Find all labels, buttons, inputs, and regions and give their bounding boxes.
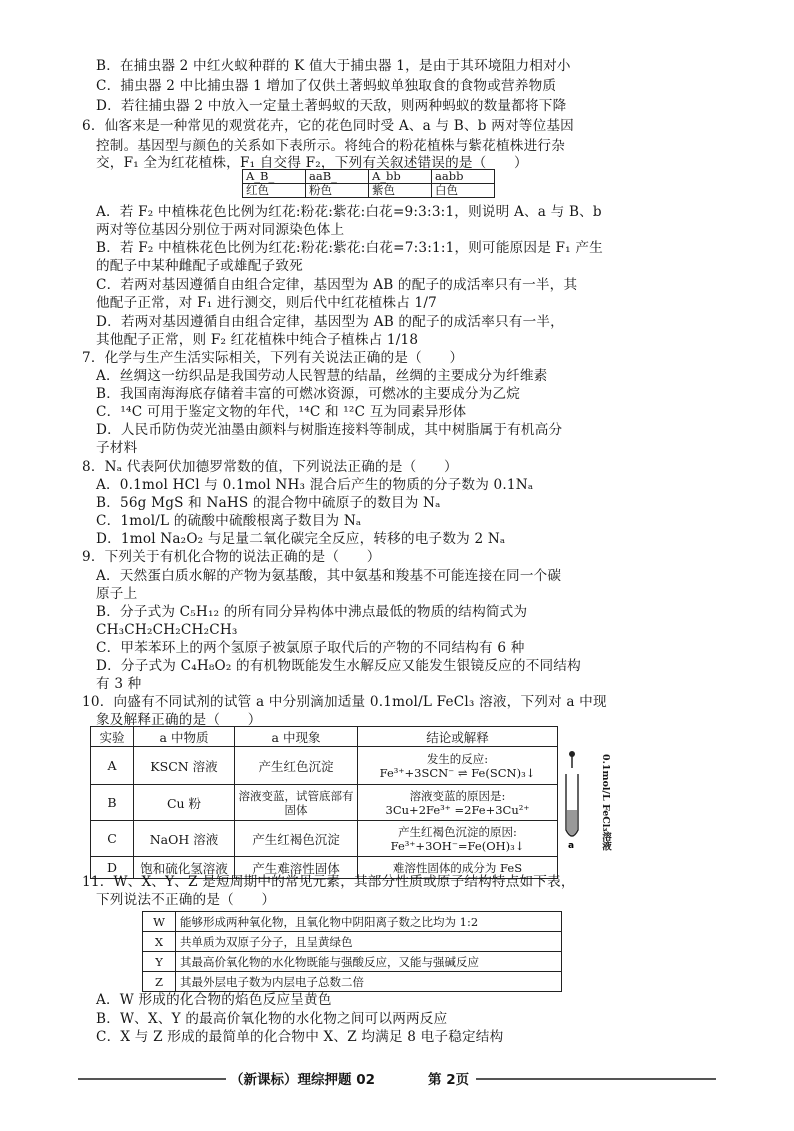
- footer-title: （新课标）理综押题 02: [230, 1072, 375, 1088]
- q6-option-c: C．若两对基因遵循自由组合定律，基因型为 AB 的配子的成活率只有一半，其: [96, 277, 578, 293]
- genotype-cell: aabb: [432, 170, 495, 184]
- row-id: A: [91, 747, 134, 785]
- row-substance: Cu 粉: [134, 785, 235, 821]
- q7-option-d: D．人民币防伪荧光油墨由颜料与树脂连接料等制成，其中树脂属于有机高分: [96, 422, 563, 438]
- row-phenomenon: 产生难溶性固体: [235, 857, 358, 879]
- row-phenomenon: 产生红色沉淀: [235, 747, 358, 785]
- row-explanation: [358, 747, 558, 785]
- q6-option-b-cont: 的配子中某种雌配子或雄配子致死: [96, 258, 303, 274]
- q9-option-a-cont: 原子上: [96, 586, 138, 602]
- row-explanation: [358, 821, 558, 857]
- header-cell: a 中物质: [134, 727, 235, 747]
- q8-option-b: B．56g MgS 和 NaHS 的混合物中硫原子的数目为 Nₐ: [96, 495, 441, 511]
- element-desc: 共单质为双原子分子，且呈黄绿色: [176, 932, 562, 952]
- explain-line: 溶液变蓝的原因是:: [409, 788, 506, 803]
- row-phenomenon: 产生红褐色沉淀: [235, 821, 358, 857]
- q6-option-c-cont: 他配子正常，对 F₁ 进行测交，则后代中红花植株占 1/7: [96, 295, 437, 311]
- row-explanation: 难溶性固体的成分为 FeS: [358, 857, 558, 879]
- q9-option-d-cont: 有 3 种: [96, 676, 142, 692]
- q6-option-a-cont: 两对等位基因分别位于两对同源染色体上: [96, 222, 345, 238]
- row-id: D: [91, 857, 134, 879]
- element-key: Y: [143, 952, 176, 972]
- q6-stem-line2: 控制。基因型与颜色的关系如下表所示。将纯合的粉花植株与紫花植株进行杂: [96, 138, 565, 154]
- q9-stem: 9．下列关于有机化合物的说法正确的是（ ）: [82, 549, 381, 565]
- q9-option-c: C．甲苯苯环上的两个氢原子被氯原子取代后的产物的不同结构有 6 种: [96, 640, 525, 656]
- element-desc: 能够形成两种氧化物，且氧化物中阴阳离子数之比均为 1:2: [176, 912, 562, 932]
- header-cell: 实验: [91, 727, 134, 747]
- q9-option-b-cont: CH₃CH₂CH₂CH₂CH₃: [96, 622, 238, 638]
- q8-stem: 8．Nₐ 代表阿伏加德罗常数的值，下列说法正确的是（ ）: [82, 459, 458, 475]
- footer-rule-right: [476, 1078, 716, 1080]
- row-substance: KSCN 溶液: [134, 747, 235, 785]
- explain-equation: Fe³⁺+3OH⁻=Fe(OH)₃↓: [390, 838, 525, 853]
- q8-option-d: D．1mol Na₂O₂ 与足量二氧化碳完全反应，转移的电子数为 2 Nₐ: [96, 531, 506, 547]
- header-cell: 结论或解释: [358, 727, 558, 747]
- row-explanation: [358, 785, 558, 821]
- q11-stem-line1: 11．W、X、Y、Z 是短周期中的常见元素，其部分性质或原子结构特点如下表，: [82, 874, 575, 890]
- row-phenomenon: 溶液变蓝，试管底部有固体: [235, 785, 358, 821]
- element-key: X: [143, 932, 176, 952]
- element-key: Z: [143, 972, 176, 992]
- q8-option-a: A．0.1mol HCl 与 0.1mol NH₃ 混合后产生的物质的分子数为 0.1Nₐ: [96, 477, 534, 493]
- footer-rule-left: [78, 1078, 226, 1080]
- q9-option-a: A．天然蛋白质水解的产物为氨基酸，其中氨基和羧基不可能连接在同一个碳: [96, 568, 562, 584]
- explain-equation: Fe³⁺+3SCN⁻ ⇌ Fe(SCN)₃↓: [379, 765, 536, 780]
- genotype-cell: aaB_: [306, 170, 369, 184]
- genotype-cell: A_bb: [369, 170, 432, 184]
- header-cell: a 中现象: [235, 727, 358, 747]
- q5-option-b: B．在捕虫器 2 中红火蚁种群的 K 值大于捕虫器 1，是由于其环境阻力相对小: [96, 58, 571, 74]
- tube-mark: a: [568, 841, 575, 850]
- q11-option-b: B．W、X、Y 的最高价氧化物的水化物之间可以两两反应: [96, 1011, 448, 1027]
- row-id: C: [91, 821, 134, 857]
- genotype-cell: A_B_: [243, 170, 306, 184]
- q7-option-c: C．¹⁴C 可用于鉴定文物的年代，¹⁴C 和 ¹²C 互为同素异形体: [96, 404, 467, 420]
- q6-option-b: B．若 F₂ 中植株花色比例为红花:粉花:紫花:白花=7:3:1:1，则可能原因是 F₁ 产生: [96, 240, 603, 256]
- explain-line: 产生红褐色沉淀的原因:: [398, 824, 517, 839]
- element-desc: 其最高价氧化物的水化物既能与强酸反应，又能与强碱反应: [176, 952, 562, 972]
- q6-option-d-cont: 其他配子正常，则 F₂ 红花植株中纯合子植株占 1/18: [96, 332, 419, 348]
- q11-option-c: C．X 与 Z 形成的最简单的化合物中 X、Z 均满足 8 电子稳定结构: [96, 1029, 504, 1045]
- color-cell: 白色: [432, 184, 495, 198]
- q11-stem-line2: 下列说法不正确的是（ ）: [96, 892, 276, 908]
- q5-option-c: C．捕虫器 2 中比捕虫器 1 增加了仅供土著蚂蚁单独取食的食物或营养物质: [96, 78, 557, 94]
- element-desc: 其最外层电子数为内层电子总数二倍: [176, 972, 562, 992]
- explain-line: 发生的反应:: [426, 751, 489, 766]
- page-footer: [78, 1068, 718, 1088]
- color-cell: 红色: [243, 184, 306, 198]
- q9-option-d: D．分子式为 C₄H₈O₂ 的有机物既能发生水解反应又能发生银镜反应的不同结构: [96, 658, 581, 674]
- q9-option-b: B．分子式为 C₅H₁₂ 的所有同分异构体中沸点最低的物质的结构简式为: [96, 604, 528, 620]
- q6-stem-line3: 交，F₁ 全为红花植株，F₁ 自交得 F₂，下列有关叙述错误的是（ ）: [96, 155, 528, 171]
- explain-equation: 3Cu+2Fe³⁺ =2Fe+3Cu²⁺: [385, 802, 530, 817]
- tube-label: 0.1mol/L FeCl₃溶液: [600, 754, 611, 851]
- q6-stem-line1: 6．仙客来是一种常见的观赏花卉，它的花色同时受 A、a 与 B、b 两对等位基因: [82, 118, 574, 134]
- q5-option-d: D．若往捕虫器 2 中放入一定量土著蚂蚁的天敌，则两种蚂蚁的数量都将下降: [96, 98, 567, 114]
- row-substance: NaOH 溶液: [134, 821, 235, 857]
- q7-option-d-cont: 子材料: [96, 440, 138, 456]
- q7-stem: 7．化学与生产生活实际相关，下列有关说法正确的是（ ）: [82, 350, 464, 366]
- element-key: W: [143, 912, 176, 932]
- page-number: 第 2页: [428, 1072, 470, 1088]
- tube-liquid: [567, 810, 577, 835]
- dropper-bulb: [569, 751, 575, 757]
- q6-option-a: A．若 F₂ 中植株花色比例为红花:粉花:紫花:白花=9:3:3:1，则说明 A、a 与 B、b: [96, 204, 602, 220]
- row-substance: 饱和硫化氢溶液: [134, 857, 235, 879]
- q7-option-a: A．丝绸这一纺织品是我国劳动人民智慧的结晶，丝绸的主要成分为纤维素: [96, 368, 548, 384]
- q7-option-b: B．我国南海海底存储着丰富的可燃冰资源，可燃冰的主要成分为乙烷: [96, 386, 520, 402]
- experiment-table: [90, 726, 558, 879]
- q8-option-c: C．1mol/L 的硫酸中硫酸根离子数目为 Nₐ: [96, 513, 362, 529]
- genotype-color-table: [242, 169, 495, 198]
- row-id: B: [91, 785, 134, 821]
- element-table: [142, 911, 562, 992]
- color-cell: 紫色: [369, 184, 432, 198]
- q6-option-d: D．若两对基因遵循自由组合定律，基因型为 AB 的配子的成活率只有一半，: [96, 314, 564, 330]
- q11-option-a: A．W 形成的化合物的焰色反应呈黄色: [96, 992, 332, 1008]
- q10-stem-line1: 10．向盛有不同试剂的试管 a 中分别滴加适量 0.1mol/L FeCl₃ 溶液，下列对 a 中现: [82, 694, 607, 710]
- q10-stem-line2: 象及解释正确的是（ ）: [96, 712, 262, 728]
- color-cell: 粉色: [306, 184, 369, 198]
